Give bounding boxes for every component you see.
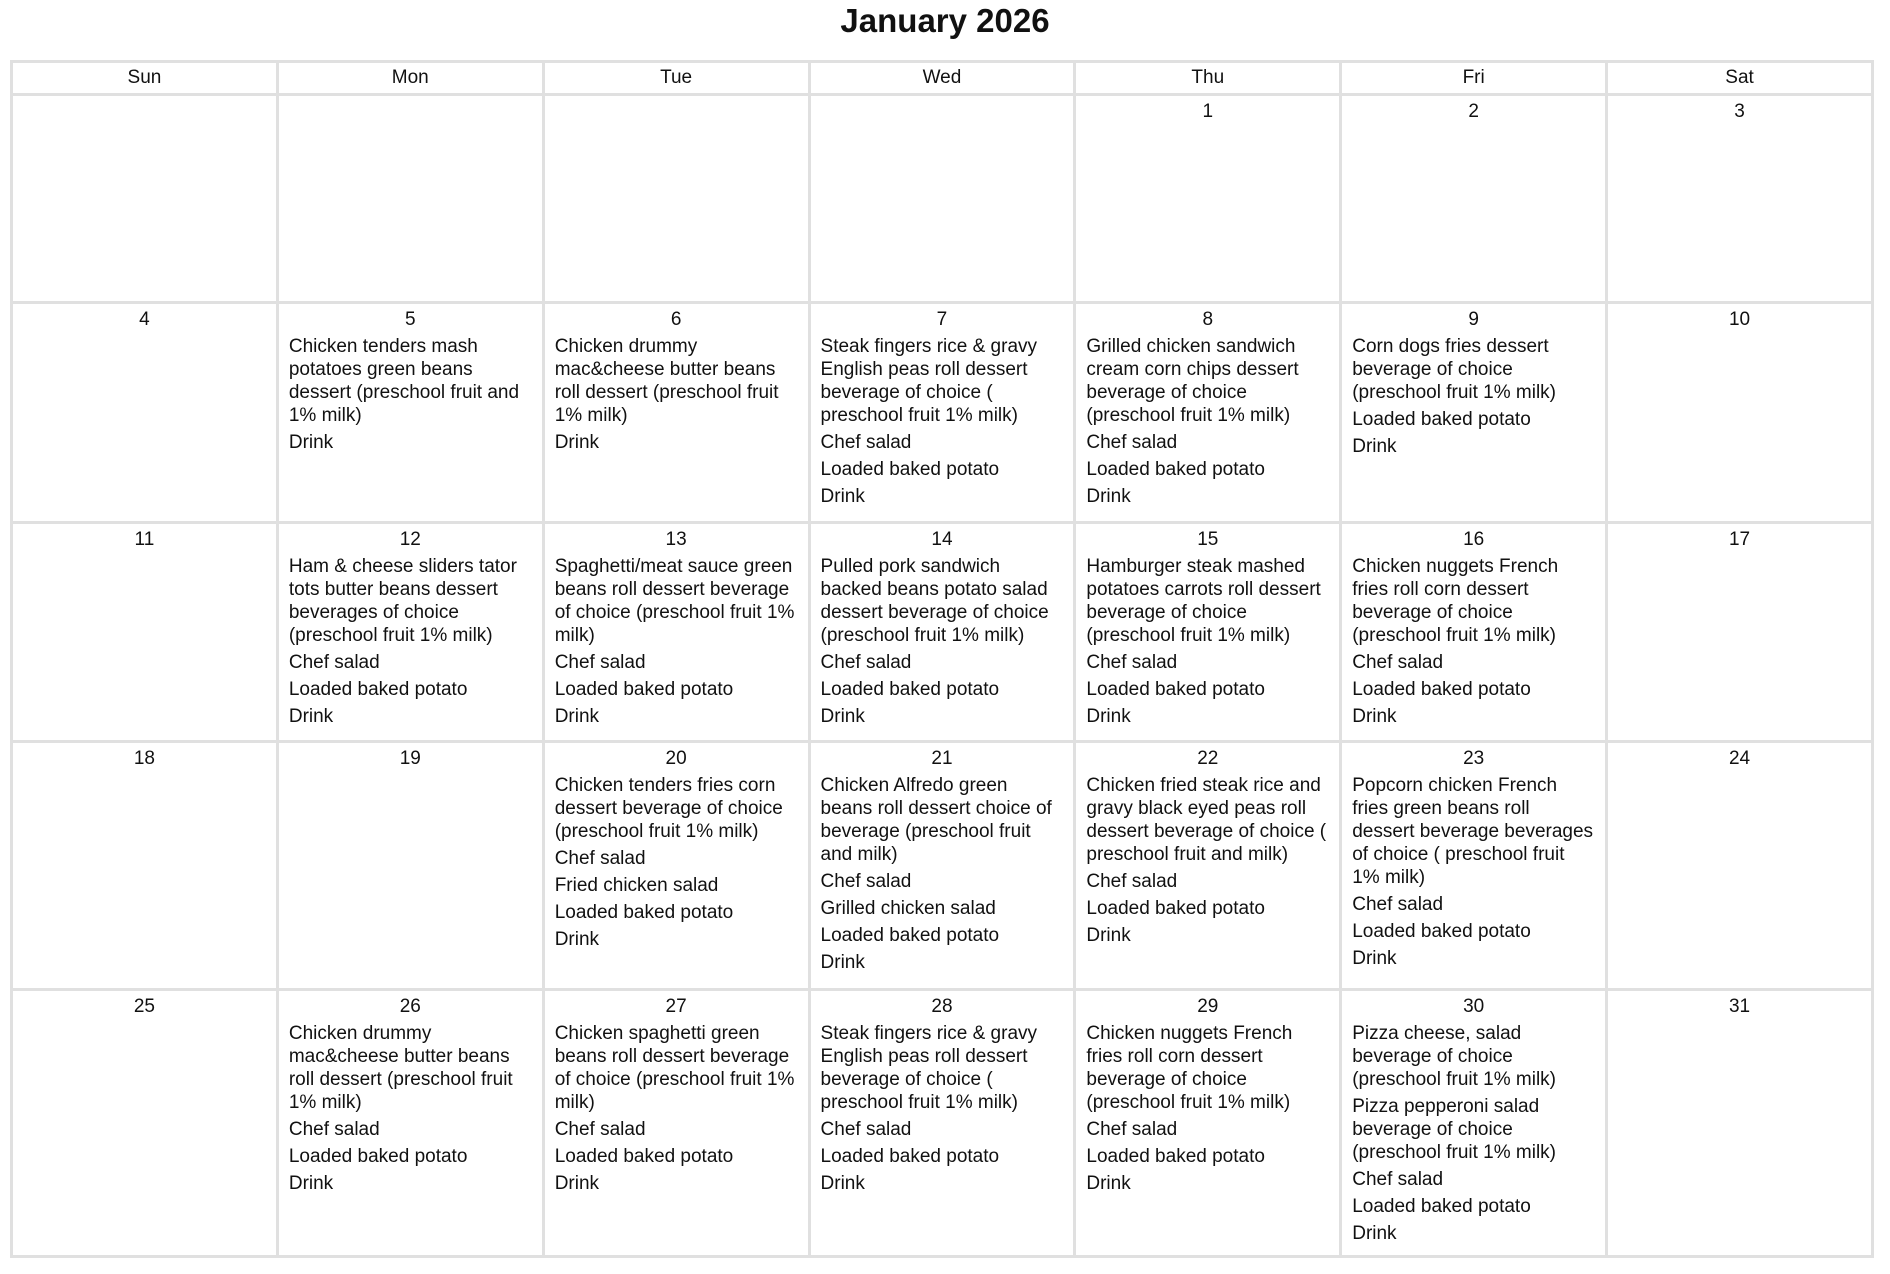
menu-item: Drink <box>288 1173 334 1194</box>
menu-item: Loaded baked potato <box>1352 679 1531 700</box>
day-number: 8 <box>1202 309 1214 330</box>
day-number: 24 <box>1728 748 1751 769</box>
menu-item: Chef salad <box>1086 1119 1178 1140</box>
day-number: 11 <box>134 529 155 550</box>
day-cell[interactable] <box>809 95 1075 303</box>
weekday-mon: Mon <box>277 62 543 95</box>
day-cell[interactable] <box>12 742 278 990</box>
day-cell[interactable] <box>277 990 543 1257</box>
menu-item: Loaded baked potato <box>554 1146 734 1167</box>
day-cell[interactable] <box>12 95 278 303</box>
menu-item: Chef salad <box>1086 871 1178 892</box>
day-number: 16 <box>1463 529 1485 550</box>
menu-item: Loaded baked potato <box>820 459 1000 480</box>
menu-item: Drink <box>1086 706 1131 727</box>
day-cell[interactable] <box>1607 95 1873 303</box>
menu-item: Chef salad <box>288 652 380 673</box>
menu-item: Steak fingers rice & gravy English peas roll dessert beverage of choice ( preschool fruit 1% milk) <box>820 336 1038 426</box>
menu-item: Drink <box>820 706 865 727</box>
day-number: 29 <box>1197 996 1219 1017</box>
day-number: 13 <box>665 529 687 550</box>
calendar-grid <box>10 60 1874 1258</box>
menu-item: Hamburger steak mashed potatoes carrots roll dessert beverage of choice (preschool fruit 1% milk) <box>1086 556 1321 646</box>
menu-item: Spaghetti/meat sauce green beans roll dessert beverage of choice (preschool fruit 1% milk) <box>554 556 795 646</box>
menu-item: Loaded baked potato <box>1352 921 1531 942</box>
day-number: 15 <box>1197 529 1219 550</box>
menu-item: Chef salad <box>1086 432 1178 453</box>
day-number: 6 <box>670 309 682 330</box>
day-cell[interactable] <box>1607 303 1873 523</box>
day-number: 18 <box>133 748 155 769</box>
day-cell[interactable] <box>277 523 543 742</box>
day-cell[interactable] <box>1075 990 1341 1257</box>
menu-item: Chef salad <box>554 1119 646 1140</box>
day-number: 19 <box>399 748 421 769</box>
menu-item: Chicken drummy mac&cheese butter beans roll dessert (preschool fruit 1% milk) <box>288 1023 513 1113</box>
menu-item: Popcorn chicken French fries green beans roll dessert beverage beverages of choice ( preschool fruit 1% milk) <box>1352 775 1594 888</box>
day-number: 4 <box>139 309 150 330</box>
day-cell[interactable] <box>12 990 278 1257</box>
day-number: 25 <box>133 996 155 1017</box>
menu-item: Drink <box>1086 486 1131 507</box>
day-number: 1 <box>1202 101 1214 122</box>
menu-item: Pulled pork sandwich backed beans potato salad dessert beverage of choice (preschool fruit 1% milk) <box>820 556 1049 646</box>
menu-item: Chicken drummy mac&cheese butter beans roll dessert (preschool fruit 1% milk) <box>554 336 779 426</box>
day-cell[interactable] <box>1607 990 1873 1257</box>
menu-item: Chef salad <box>1352 652 1444 673</box>
menu-item: Drink <box>1352 948 1397 969</box>
weekday-header-row <box>12 62 1873 95</box>
menu-item: Chef salad <box>1352 894 1444 915</box>
day-number: 12 <box>399 529 421 550</box>
weekday-tue: Tue <box>543 62 809 95</box>
day-number: 7 <box>936 309 948 330</box>
day-cell[interactable] <box>277 95 543 303</box>
menu-item: Chicken spaghetti green beans roll dessert beverage of choice (preschool fruit 1% milk) <box>554 1023 795 1113</box>
day-cell[interactable] <box>1075 523 1341 742</box>
day-number: 3 <box>1734 101 1745 122</box>
day-cell[interactable] <box>277 742 543 990</box>
menu-item: Chicken nuggets French fries roll corn dessert beverage of choice (preschool fruit 1% milk) <box>1086 1023 1293 1113</box>
menu-item: Chicken tenders fries corn dessert beverage of choice (preschool fruit 1% milk) <box>554 775 783 842</box>
day-cell[interactable] <box>809 523 1075 742</box>
menu-item: Pizza cheese, salad beverage of choice (preschool fruit 1% milk) <box>1352 1023 1556 1090</box>
day-cell[interactable] <box>543 303 809 523</box>
week-row <box>12 303 1873 523</box>
menu-item: Loaded baked potato <box>1352 1196 1531 1217</box>
menu-item: Loaded baked potato <box>288 679 468 700</box>
week-row <box>12 742 1873 990</box>
day-number: 9 <box>1468 309 1479 330</box>
menu-item: Corn dogs fries dessert beverage of choice (preschool fruit 1% milk) <box>1352 336 1556 403</box>
menu-item: Grilled chicken sandwich cream corn chips dessert beverage of choice (preschool fruit 1% milk) <box>1086 336 1299 426</box>
menu-item: Fried chicken salad <box>554 875 719 896</box>
menu-item: Loaded baked potato <box>554 679 734 700</box>
menu-item: Loaded baked potato <box>1352 409 1531 430</box>
weekday-thu: Thu <box>1075 62 1341 95</box>
week-row <box>12 523 1873 742</box>
menu-item: Loaded baked potato <box>1086 1146 1265 1167</box>
menu-item: Grilled chicken salad <box>820 898 996 919</box>
menu-item: Steak fingers rice & gravy English peas roll dessert beverage of choice ( preschool fruit 1% milk) <box>820 1023 1038 1113</box>
day-cell[interactable] <box>1075 742 1341 990</box>
day-number: 21 <box>931 748 953 769</box>
menu-item: Chicken Alfredo green beans roll dessert choice of beverage (preschool fruit and milk) <box>820 775 1052 865</box>
menu-item: Chef salad <box>288 1119 380 1140</box>
menu-item: Drink <box>554 929 600 950</box>
menu-item: Loaded baked potato <box>1086 459 1265 480</box>
day-cell[interactable] <box>1075 303 1341 523</box>
menu-item: Drink <box>1086 1173 1131 1194</box>
day-cell[interactable] <box>809 303 1075 523</box>
day-number: 10 <box>1728 309 1751 330</box>
menu-item: Chef salad <box>820 1119 912 1140</box>
day-cell[interactable] <box>543 523 809 742</box>
day-number: 30 <box>1463 996 1485 1017</box>
menu-item: Chicken nuggets French fries roll corn dessert beverage of choice (preschool fruit 1% milk) <box>1352 556 1559 646</box>
day-number: 27 <box>665 996 687 1017</box>
menu-item: Loaded baked potato <box>820 679 1000 700</box>
menu-item: Drink <box>1352 706 1397 727</box>
weekday-sat: Sat <box>1607 62 1873 95</box>
day-cell[interactable] <box>1341 95 1607 303</box>
day-number: 17 <box>1728 529 1751 550</box>
day-cell[interactable] <box>543 95 809 303</box>
day-cell[interactable] <box>1075 95 1341 303</box>
day-cell[interactable] <box>543 990 809 1257</box>
menu-item: Drink <box>288 706 334 727</box>
day-number: 28 <box>931 996 953 1017</box>
day-number: 22 <box>1197 748 1219 769</box>
menu-item: Drink <box>1352 436 1397 457</box>
day-cell[interactable] <box>1341 742 1607 990</box>
menu-item: Chef salad <box>1352 1169 1444 1190</box>
weekday-wed: Wed <box>809 62 1075 95</box>
menu-item: Loaded baked potato <box>1086 679 1265 700</box>
day-cell[interactable] <box>277 303 543 523</box>
menu-item: Chicken tenders mash potatoes green beans dessert (preschool fruit and 1% milk) <box>288 336 520 426</box>
menu-item: Drink <box>820 1173 865 1194</box>
day-number: 14 <box>931 529 953 550</box>
weekday-sun: Sun <box>12 62 278 95</box>
day-cell[interactable] <box>12 523 278 742</box>
day-cell[interactable] <box>1607 742 1873 990</box>
day-cell[interactable] <box>809 742 1075 990</box>
menu-item: Chef salad <box>554 652 646 673</box>
calendar-title: January 2026 <box>840 2 1050 39</box>
menu-item: Chicken fried steak rice and gravy black eyed peas roll dessert beverage of choice ( preschool fruit and milk) <box>1086 775 1327 865</box>
menu-item: Drink <box>554 432 600 453</box>
day-cell[interactable] <box>1341 303 1607 523</box>
menu-item: Drink <box>820 486 865 507</box>
menu-item: Loaded baked potato <box>820 1146 1000 1167</box>
day-cell[interactable] <box>12 303 278 523</box>
menu-item: Drink <box>820 952 865 973</box>
day-cell[interactable] <box>1341 990 1607 1257</box>
menu-item: Drink <box>1352 1223 1397 1244</box>
day-cell[interactable] <box>809 990 1075 1257</box>
day-number: 2 <box>1468 101 1479 122</box>
menu-item: Chef salad <box>1086 652 1178 673</box>
menu-item: Loaded baked potato <box>1086 898 1265 919</box>
menu-item: Chef salad <box>820 652 912 673</box>
menu-item: Pizza pepperoni salad beverage of choice (preschool fruit 1% milk) <box>1352 1096 1556 1163</box>
menu-item: Ham & cheese sliders tator tots butter beans dessert beverages of choice (preschool fruit 1% milk) <box>288 556 517 646</box>
day-number: 5 <box>404 309 416 330</box>
menu-item: Drink <box>288 432 334 453</box>
day-cell[interactable] <box>1607 523 1873 742</box>
day-number: 20 <box>665 748 687 769</box>
menu-item: Drink <box>1086 925 1131 946</box>
menu-item: Drink <box>554 706 600 727</box>
menu-item: Drink <box>554 1173 600 1194</box>
weekday-fri: Fri <box>1341 62 1607 95</box>
menu-item: Chef salad <box>820 432 912 453</box>
week-row <box>12 990 1873 1257</box>
day-number: 23 <box>1463 748 1485 769</box>
menu-item: Loaded baked potato <box>288 1146 468 1167</box>
menu-item: Loaded baked potato <box>820 925 1000 946</box>
day-number: 26 <box>399 996 421 1017</box>
menu-item: Chef salad <box>820 871 912 892</box>
menu-item: Loaded baked potato <box>554 902 734 923</box>
menu-item: Chef salad <box>554 848 646 869</box>
day-cell[interactable] <box>1341 523 1607 742</box>
week-row <box>12 95 1873 303</box>
day-cell[interactable] <box>543 742 809 990</box>
day-number: 31 <box>1728 996 1751 1017</box>
